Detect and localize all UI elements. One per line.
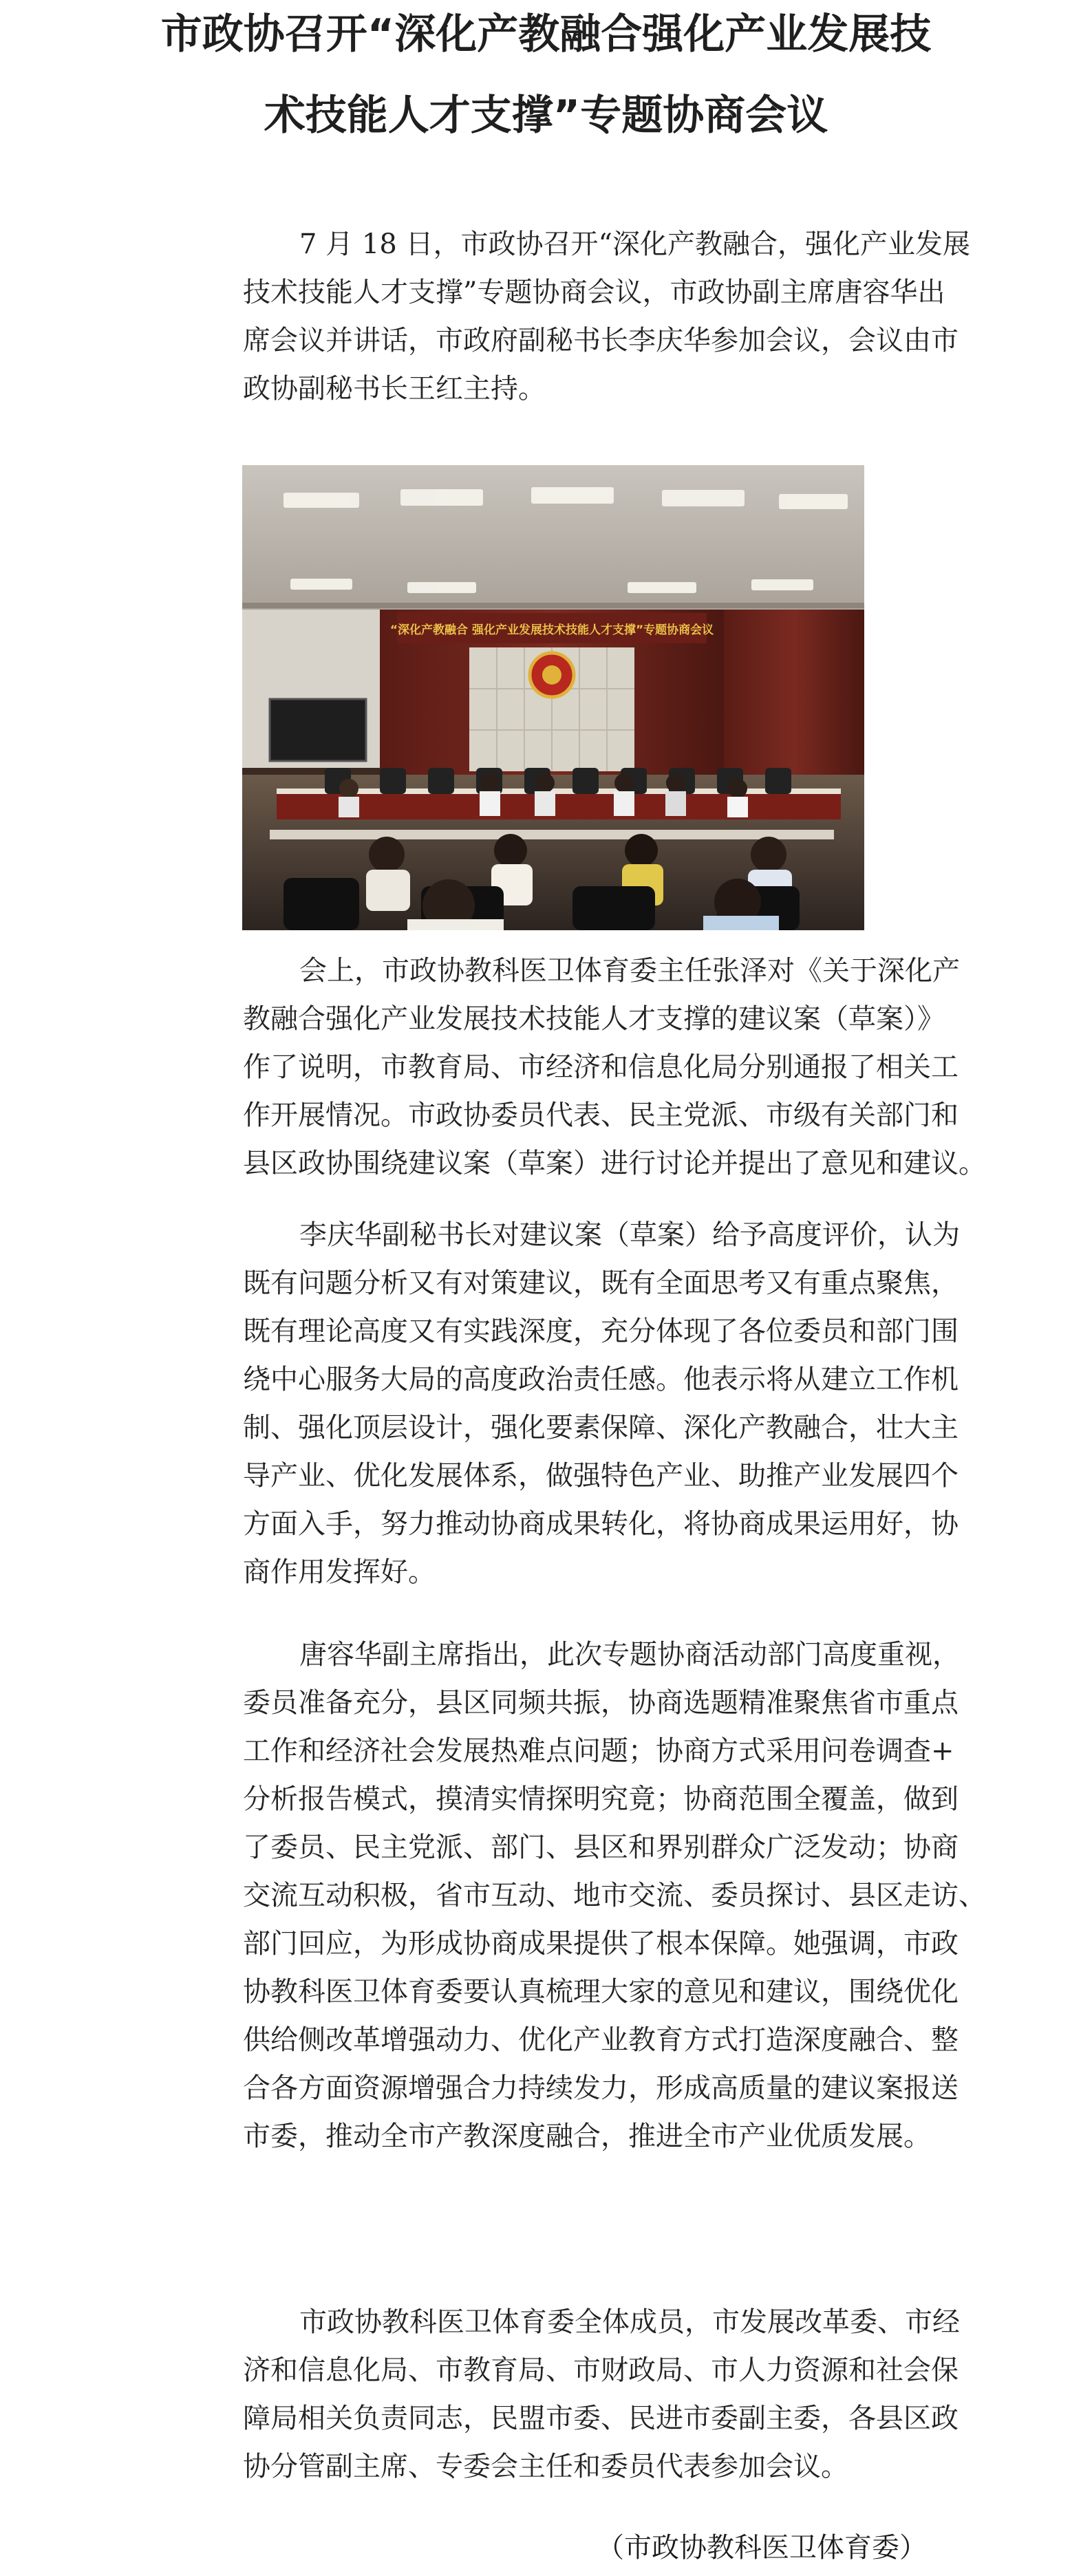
text-line: 政协副秘书长王红主持。: [243, 373, 546, 405]
article-title-line-2: 术技能人才支撑”专题协商会议: [264, 92, 828, 140]
text-line: 市政协教科医卫体育委全体成员，市发展改革委、市经: [299, 2306, 960, 2338]
text-line: 了委员、民主党派、部门、县区和界别群众广泛发动；协商: [243, 1832, 959, 1863]
text-line: 市委，推动全市产教深度融合，推进全市产业优质发展。: [243, 2121, 931, 2152]
text-line: 教融合强化产业发展技术技能人才支撑的建议案（草案）》: [243, 1003, 945, 1035]
text-line: 委员准备充分，县区同频共振，协商选题精准聚焦省市重点: [243, 1687, 959, 1719]
paragraph-remarks: [243, 1631, 986, 2160]
text-line: 绕中心服务大局的高度政治责任感。他表示将从建立工作机: [243, 1364, 959, 1395]
photo-banner-text: “深化产教融合 强化产业发展技术技能人才支撑”专题协商会议: [389, 623, 714, 637]
text-line: 作了说明，市教育局、市经济和信息化局分别通报了相关工: [243, 1051, 959, 1083]
text-line: 既有理论高度又有实践深度，充分体现了各位委员和部门围: [243, 1316, 959, 1347]
meeting-photo: [242, 465, 864, 930]
text-line: 既有问题分析又有对策建议，既有全面思考又有重点聚焦，: [243, 1267, 959, 1299]
text-line: 作开展情况。市政协委员代表、民主党派、市级有关部门和: [243, 1099, 959, 1131]
text-line: 李庆华副秘书长对建议案（草案）给予高度评价，认为: [299, 1219, 960, 1251]
text-line: 7 月 18 日，市政协召开“深化产教融合，强化产业发展: [299, 228, 970, 260]
paragraph-attendees: [243, 2298, 960, 2491]
text-line: 席会议并讲话，市政府副秘书长李庆华参加会议，会议由市: [243, 325, 959, 356]
text-line: 部门回应，为形成协商成果提供了根本保障。她强调，市政: [243, 1928, 959, 1960]
text-line: 唐容华副主席指出，此次专题协商活动部门高度重视，: [299, 1639, 960, 1671]
paragraph-meeting: [243, 947, 986, 1188]
text-line: 供给侧改革增强动力、优化产业教育方式打造深度融合、整: [243, 2024, 959, 2056]
article-title-line-1: 市政协召开“深化产教融合强化产业发展技: [160, 10, 932, 58]
text-line: 技术技能人才支撑”专题协商会议，市政协副主席唐容华出: [243, 277, 945, 308]
text-line: 导产业、优化发展体系，做强特色产业、助推产业发展四个: [243, 1460, 959, 1492]
text-line: 会上，市政协教科医卫体育委主任张泽对《关于深化产: [299, 955, 960, 987]
text-line: 分析报告模式，摸清实情探明究竟；协商范围全覆盖，做到: [243, 1783, 959, 1815]
text-line: 合各方面资源增强合力持续发力，形成高质量的建议案报送: [243, 2072, 959, 2104]
text-line: 县区政协围绕建议案（草案）进行讨论并提出了意见和建议。: [243, 1148, 986, 1179]
text-line: 工作和经济社会发展热难点问题；协商方式采用问卷调查+: [243, 1735, 954, 1767]
text-line: 协分管副主席、专委会主任和委员代表参加会议。: [243, 2451, 848, 2482]
text-line: 制、强化顶层设计，强化要素保障、深化产教融合，壮大主: [243, 1412, 959, 1443]
article-signature: （市政协教科医卫体育委）: [597, 2532, 927, 2564]
paragraph-intro: [243, 220, 970, 413]
text-line: 障局相关负责同志，民盟市委、民进市委副主委，各县区政: [243, 2403, 959, 2434]
text-line: 协教科医卫体育委要认真梳理大家的意见和建议，围绕优化: [243, 1976, 959, 2008]
paragraph-evaluation: [243, 1211, 960, 1596]
text-line: 济和信息化局、市教育局、市财政局、市人力资源和社会保: [243, 2354, 959, 2386]
text-line: 方面入手，努力推动协商成果转化，将协商成果运用好，协: [243, 1508, 959, 1540]
text-line: 交流互动积极，省市互动、地市交流、委员探讨、县区走访、: [243, 1880, 986, 1911]
text-line: 商作用发挥好。: [243, 1556, 436, 1588]
